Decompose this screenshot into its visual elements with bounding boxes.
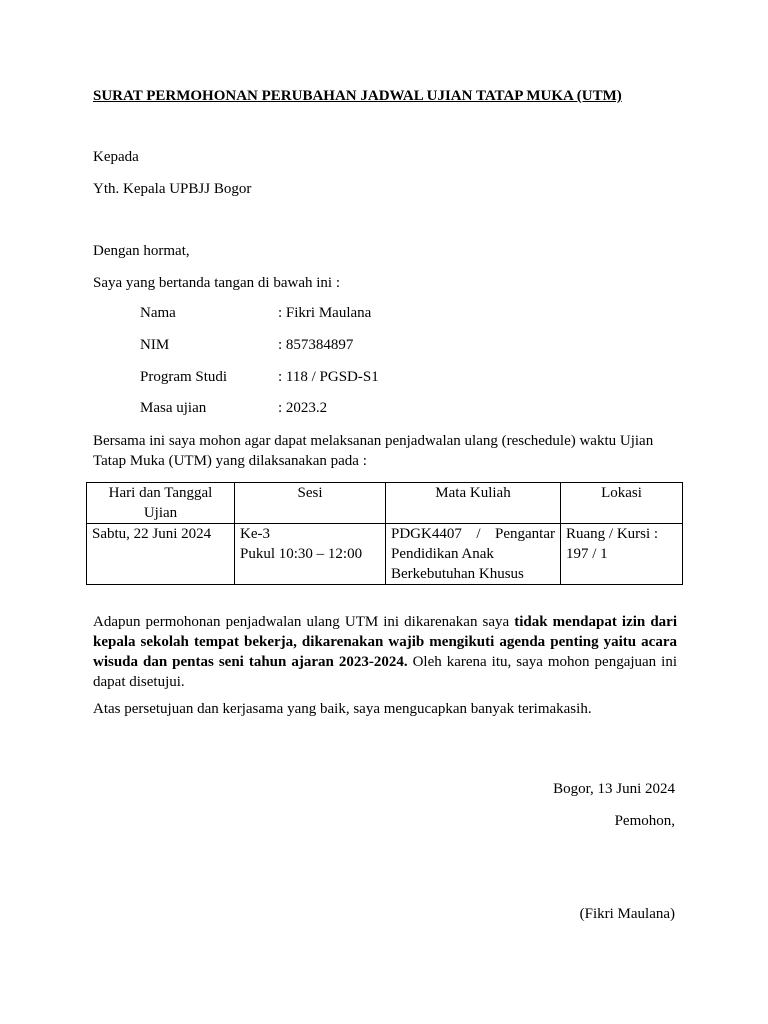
cell-course — [386, 524, 561, 585]
schedule-table — [86, 482, 683, 585]
course-first-line — [391, 524, 555, 544]
course-name-start: Pengantar — [495, 526, 555, 542]
signature-name: (Fikri Maulana) — [579, 906, 675, 922]
salutation: Dengan hormat, — [93, 243, 190, 259]
field-value: : 118 / PGSD-S1 — [278, 369, 379, 385]
course-code: PDGK4407 — [391, 526, 462, 542]
course-name-line: Pendidikan Anak — [391, 546, 494, 562]
reason-suffix: Oleh karena itu, saya mohon pengajuan ini dapat disetujui. — [93, 654, 677, 690]
reason-paragraph — [93, 612, 677, 692]
header-date: Hari dan Tanggal Ujian — [87, 483, 235, 524]
header-session: Sesi — [235, 483, 386, 524]
course-separator: / — [476, 526, 481, 542]
reason-prefix: Adapun permohonan penjadwalan ulang UTM ini dikarenakan saya — [93, 614, 515, 630]
header-course: Mata Kuliah — [386, 483, 561, 524]
session-number: Ke-3 — [240, 526, 270, 542]
course-name-line: Berkebutuhan Khusus — [391, 566, 524, 582]
cell-date — [87, 524, 235, 585]
location-label: Ruang / Kursi : — [566, 526, 659, 542]
recipient: Yth. Kepala UPBJJ Bogor — [93, 181, 252, 197]
table-row — [87, 524, 683, 585]
field-label: NIM — [140, 337, 170, 353]
table-header-row — [87, 483, 683, 524]
letter-title: SURAT PERMOHONAN PERUBAHAN JADWAL UJIAN TATAP MUKA (UTM) — [93, 88, 622, 104]
field-label: Program Studi — [140, 369, 228, 385]
header-location: Lokasi — [561, 483, 683, 524]
applicant-label: Pemohon, — [614, 813, 675, 829]
closing-paragraph: Atas persetujuan dan kerjasama yang baik, saya mengucapkan banyak terimakasih. — [93, 701, 592, 717]
field-value: : 2023.2 — [278, 400, 328, 416]
place-date: Bogor, 13 Juni 2024 — [553, 781, 675, 797]
reason-bold: tidak mendapat izin dari kepala sekolah tempat bekerja, dikarenakan wajib mengikuti agenda penting yaitu acara wisuda dan pentas seni tahun ajaran 2023-2024. — [93, 614, 677, 670]
location-value: 197 / 1 — [566, 546, 608, 562]
cell-session — [235, 524, 386, 585]
request-paragraph: Bersama ini saya mohon agar dapat melaksanan penjadwalan ulang (reschedule) waktu Ujian Tatap Muka (UTM) yang dilaksanakan pada : — [93, 433, 654, 469]
field-value: : 857384897 — [278, 337, 354, 353]
cell-location — [561, 524, 683, 585]
intro-text: Saya yang bertanda tangan di bawah ini : — [93, 275, 341, 291]
to-label: Kepada — [93, 149, 139, 165]
field-value: : Fikri Maulana — [278, 305, 372, 321]
session-time: Pukul 10:30 – 12:00 — [240, 546, 363, 562]
field-label: Nama — [140, 305, 176, 321]
field-label: Masa ujian — [140, 400, 207, 416]
exam-date: Sabtu, 22 Juni 2024 — [92, 526, 212, 542]
